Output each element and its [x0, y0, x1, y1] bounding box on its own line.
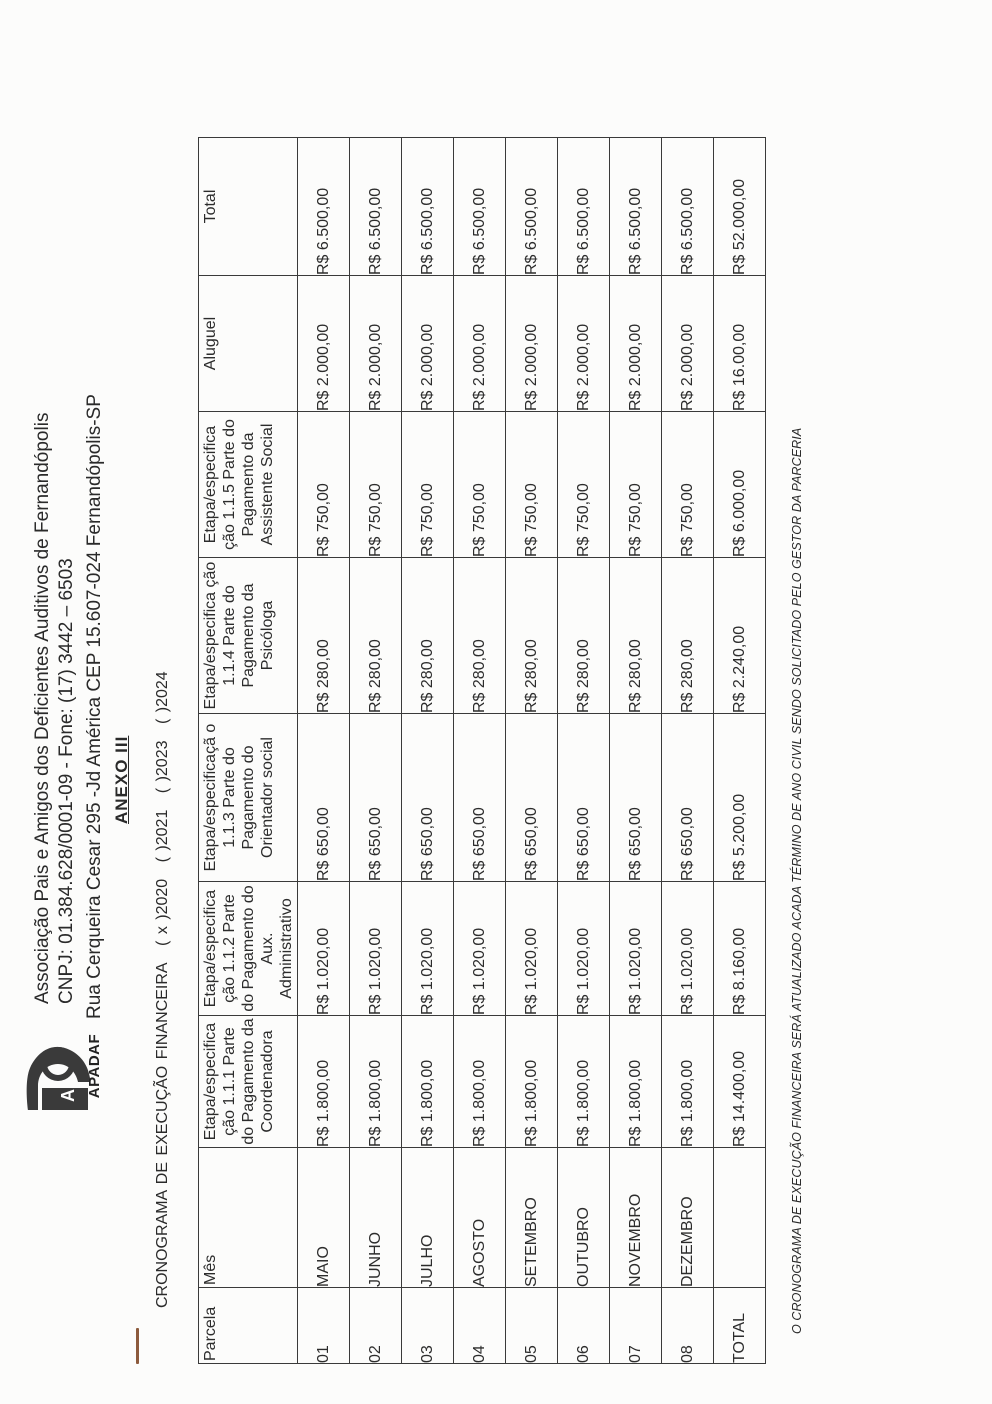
- cell-aluguel: R$ 2.000,00: [350, 276, 402, 412]
- cell-mes: NOVEMBRO: [610, 1148, 662, 1288]
- logo-text: APADAF: [86, 1033, 103, 1099]
- total-aux-administrativo: R$ 8.160,00: [714, 882, 766, 1016]
- total-psicologa: R$ 2.240,00: [714, 558, 766, 714]
- cell-parcela: 04: [454, 1288, 506, 1364]
- apadaf-logo: [18, 1010, 128, 1122]
- total-aluguel: R$ 16.00,00: [714, 276, 766, 412]
- cell-parcela: 01: [298, 1288, 350, 1364]
- cell-total: R$ 6.500,00: [298, 138, 350, 276]
- footer-note: O CRONOGRAMA DE EXECUÇÃO FINANCEIRA SERÁ ATUALIZADO ACADA TÉRMINO DE ANO CIVIL SENDO SOLICITADO PELO GESTOR DA PARCERIA: [790, 427, 804, 1334]
- cell-total: R$ 6.500,00: [402, 138, 454, 276]
- cell-coordenadora: R$ 1.800,00: [558, 1016, 610, 1148]
- cell-aluguel: R$ 2.000,00: [454, 276, 506, 412]
- cell-aluguel: R$ 2.000,00: [506, 276, 558, 412]
- total-total: R$ 52.000,00: [714, 138, 766, 276]
- col-header-mes: Mês: [199, 1148, 298, 1288]
- cell-psicologa: R$ 280,00: [506, 558, 558, 714]
- cell-mes: OUTUBRO: [558, 1148, 610, 1288]
- cell-orientador-social: R$ 650,00: [506, 714, 558, 882]
- cell-coordenadora: R$ 1.800,00: [610, 1016, 662, 1148]
- table-row: [350, 138, 402, 1364]
- total-row: [714, 138, 766, 1364]
- cell-assistente-social: R$ 750,00: [662, 412, 714, 558]
- cell-assistente-social: R$ 750,00: [350, 412, 402, 558]
- total-mes: [714, 1148, 766, 1288]
- col-header-aluguel: Aluguel: [199, 276, 298, 412]
- col-header-total: Total: [199, 138, 298, 276]
- col-header-assistente-social: Etapa/especifica ção 1.1.5 Parte do Pagamento da Assistente Social: [199, 412, 298, 558]
- logo-letter: A: [58, 1089, 78, 1102]
- cell-assistente-social: R$ 750,00: [610, 412, 662, 558]
- cell-aux-administrativo: R$ 1.020,00: [298, 882, 350, 1016]
- cell-total: R$ 6.500,00: [558, 138, 610, 276]
- year-option-2024: ( )2024: [154, 671, 171, 725]
- cell-psicologa: R$ 280,00: [558, 558, 610, 714]
- table-row: [662, 138, 714, 1364]
- cell-aux-administrativo: R$ 1.020,00: [402, 882, 454, 1016]
- schedule-line: [154, 661, 172, 1308]
- cell-orientador-social: R$ 650,00: [350, 714, 402, 882]
- cell-aluguel: R$ 2.000,00: [298, 276, 350, 412]
- cell-mes: JULHO: [402, 1148, 454, 1288]
- year-option-2020: ( x )2020: [154, 878, 171, 946]
- cell-mes: MAIO: [298, 1148, 350, 1288]
- cell-parcela: 08: [662, 1288, 714, 1364]
- cell-aux-administrativo: R$ 1.020,00: [558, 882, 610, 1016]
- total-orientador-social: R$ 5.200,00: [714, 714, 766, 882]
- cell-parcela: 07: [610, 1288, 662, 1364]
- table-row: [402, 138, 454, 1364]
- cell-aluguel: R$ 2.000,00: [610, 276, 662, 412]
- cell-coordenadora: R$ 1.800,00: [350, 1016, 402, 1148]
- table-row: [610, 138, 662, 1364]
- cell-psicologa: R$ 280,00: [662, 558, 714, 714]
- annex-title: ANEXO III: [112, 735, 131, 824]
- cell-psicologa: R$ 280,00: [402, 558, 454, 714]
- cell-assistente-social: R$ 750,00: [402, 412, 454, 558]
- cell-mes: AGOSTO: [454, 1148, 506, 1288]
- cell-coordenadora: R$ 1.800,00: [662, 1016, 714, 1148]
- cell-total: R$ 6.500,00: [662, 138, 714, 276]
- cell-aux-administrativo: R$ 1.020,00: [350, 882, 402, 1016]
- cell-psicologa: R$ 280,00: [610, 558, 662, 714]
- col-header-orientador-social: Etapa/especificaçã o 1.1.3 Parte do Pagamento do Orientador social: [199, 714, 298, 882]
- cell-parcela: 02: [350, 1288, 402, 1364]
- col-header-aux-administrativo: Etapa/especifica ção 1.1.2 Parte do Pagamento do Aux. Administrativo: [199, 882, 298, 1016]
- cell-coordenadora: R$ 1.800,00: [298, 1016, 350, 1148]
- cell-parcela: 03: [402, 1288, 454, 1364]
- year-option-2021: ( )2021: [154, 809, 171, 863]
- table-row: [298, 138, 350, 1364]
- year-option-2023: ( )2023: [154, 740, 171, 794]
- cnpj-phone: CNPJ: 01.384.628/0001-09 - Fone: (17) 3442 – 6503: [56, 558, 77, 1004]
- cell-aux-administrativo: R$ 1.020,00: [662, 882, 714, 1016]
- cell-parcela: 06: [558, 1288, 610, 1364]
- table-header-row: [199, 138, 298, 1364]
- cell-orientador-social: R$ 650,00: [610, 714, 662, 882]
- cell-aux-administrativo: R$ 1.020,00: [454, 882, 506, 1016]
- cell-coordenadora: R$ 1.800,00: [402, 1016, 454, 1148]
- cell-aluguel: R$ 2.000,00: [402, 276, 454, 412]
- cell-parcela: 05: [506, 1288, 558, 1364]
- cell-total: R$ 6.500,00: [350, 138, 402, 276]
- cell-orientador-social: R$ 650,00: [662, 714, 714, 882]
- organization-name: Associação Pais e Amigos dos Deficientes Auditivos de Fernandópolis: [32, 412, 53, 1004]
- total-assistente-social: R$ 6.000,00: [714, 412, 766, 558]
- table-row: [454, 138, 506, 1364]
- col-header-psicologa: Etapa/especifica ção 1.1.4 Parte do Pagamento da Psicóloga: [199, 558, 298, 714]
- cell-aux-administrativo: R$ 1.020,00: [610, 882, 662, 1016]
- cell-psicologa: R$ 280,00: [350, 558, 402, 714]
- cell-total: R$ 6.500,00: [454, 138, 506, 276]
- col-header-parcela: Parcela: [199, 1288, 298, 1364]
- cell-aluguel: R$ 2.000,00: [662, 276, 714, 412]
- cell-orientador-social: R$ 650,00: [298, 714, 350, 882]
- financial-schedule-table: [198, 137, 766, 1364]
- cell-orientador-social: R$ 650,00: [558, 714, 610, 882]
- cell-psicologa: R$ 280,00: [298, 558, 350, 714]
- cell-total: R$ 6.500,00: [506, 138, 558, 276]
- cell-assistente-social: R$ 750,00: [298, 412, 350, 558]
- table-row: [558, 138, 610, 1364]
- cell-coordenadora: R$ 1.800,00: [506, 1016, 558, 1148]
- cell-orientador-social: R$ 650,00: [402, 714, 454, 882]
- cell-assistente-social: R$ 750,00: [506, 412, 558, 558]
- total-label: TOTAL: [714, 1288, 766, 1364]
- col-header-coordenadora: Etapa/especifica ção 1.1.1 Parte do Pagamento da Coordenadora: [199, 1016, 298, 1148]
- address: Rua Cerqueira Cesar 295 -Jd América CEP 15.607-024 Fernandópolis-SP: [84, 394, 105, 1019]
- cell-total: R$ 6.500,00: [610, 138, 662, 276]
- total-coordenadora: R$ 14.400,00: [714, 1016, 766, 1148]
- schedule-label: CRONOGRAMA DE EXECUÇÃO FINANCEIRA: [154, 962, 171, 1308]
- cell-mes: DEZEMBRO: [662, 1148, 714, 1288]
- cell-coordenadora: R$ 1.800,00: [454, 1016, 506, 1148]
- table-row: [506, 138, 558, 1364]
- margin-rule: [136, 1328, 139, 1364]
- cell-aux-administrativo: R$ 1.020,00: [506, 882, 558, 1016]
- cell-psicologa: R$ 280,00: [454, 558, 506, 714]
- cell-mes: JUNHO: [350, 1148, 402, 1288]
- cell-orientador-social: R$ 650,00: [454, 714, 506, 882]
- cell-assistente-social: R$ 750,00: [454, 412, 506, 558]
- cell-mes: SETEMBRO: [506, 1148, 558, 1288]
- cell-aluguel: R$ 2.000,00: [558, 276, 610, 412]
- cell-assistente-social: R$ 750,00: [558, 412, 610, 558]
